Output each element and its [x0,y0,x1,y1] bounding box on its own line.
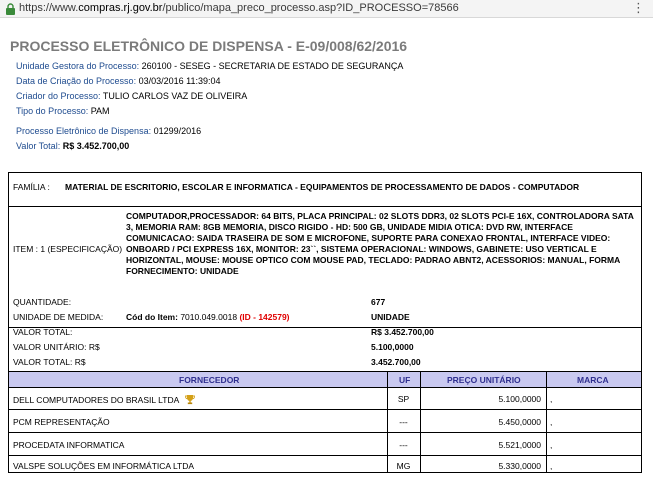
supplier-price: 5.450,0000 [498,417,541,427]
column-divider [420,371,421,473]
supplier-name: PROCEDATA INFORMATICA [13,440,125,450]
familia-label: FAMÍLIA : [13,182,50,192]
supplier-brand: , [550,440,553,450]
item-id: (ID - 142579) [239,312,290,322]
item-row [9,207,641,328]
address-bar[interactable] [0,0,653,18]
valor-unitario-label: VALOR UNITÁRIO: R$ [13,342,100,352]
valor-total-rs-label: VALOR TOTAL: R$ [13,357,86,367]
supplier-brand: , [550,417,553,427]
col-marca: MARCA [577,375,609,385]
page-title: PROCESSO ELETRÔNICO DE DISPENSA - E-09/008/62/2016 [10,38,408,54]
url-text[interactable]: https://www.compras.rj.gov.br/publico/mapa_preco_processo.asp?ID_PROCESSO=78566 [19,2,459,14]
valor-unitario-value: 5.100,0000 [371,342,414,352]
col-fornecedor: FORNECEDOR [179,375,240,385]
detail-valor-total: Valor Total: R$ 3.452.700,00 [16,141,130,151]
supplier-price: 5.100,0000 [498,394,541,404]
supplier-uf: --- [399,417,408,427]
quantidade-value: 677 [371,297,386,307]
detail-criador: Criador do Processo: TULIO CARLOS VAZ DE OLIVEIRA [16,91,248,101]
quantidade-label: QUANTIDADE: [13,297,72,307]
supplier-name: DELL COMPUTADORES DO BRASIL LTDA [13,395,180,405]
familia-row [9,173,641,207]
item-code: Cód do Item: 7010.049.0018 (ID - 142579) [126,312,290,322]
item-label: ITEM : 1 (ESPECIFICAÇÃO) [13,244,123,254]
supplier-brand: , [550,394,553,404]
item-price-map-table [8,172,642,473]
valor-total-value: R$ 3.452.700,00 [371,327,434,337]
valor-total-label: VALOR TOTAL: [13,327,73,337]
supplier-name: VALSPE SOLUÇÕES EM INFORMÁTICA LTDA [13,461,195,471]
trophy-icon [185,394,195,405]
supplier-name: PCM REPRESENTAÇÃO [13,417,110,427]
supplier-uf: --- [399,440,408,450]
supplier-price: 5.521,0000 [498,440,541,450]
column-divider [546,371,547,473]
col-uf: UF [399,375,411,385]
unidade-medida-label: UNIDADE DE MEDIDA: [13,312,104,322]
detail-tipo: Tipo do Processo: PAM [16,106,110,116]
col-preco-unitario: PREÇO UNITÁRIO [447,375,521,385]
supplier-brand: , [550,461,553,471]
detail-unidade-gestora: Unidade Gestora do Processo: 260100 - SESEG - SECRETARIA DE ESTADO DE SEGURANÇA [16,61,404,71]
unidade-medida-value: UNIDADE [371,312,410,322]
item-description: COMPUTADOR,PROCESSADOR: 64 BITS, PLACA PRINCIPAL: 02 SLOTS DDR3, 02 SLOTS PCI-E 16X, CONTROLADORA SATA 3, MEMORIA RAM: 8GB MEMORIA, DISCO RIGIDO - HD: 500 GB, UNIDADE MIDIA OTICA: DVD RW, INTERFACE COMUNICACAO: SAIDA TRASEIRA DE SOM E MICROFONE, SUPORTE PARA CONEXAO FRONTAL, INTERFACE VIDEO: ONBOARD / PCI EXPRESS 16X, MONITOR: 23``, SISTEMA OPERACIONAL: WINDOWS, GABINETE: USO VERTICAL E HORIZONTAL, MOUSE: MOUSE OPTICO COM MOUSE PAD, TECLADO: PADRAO ABNT2, ACESSORIOS: MANUAL, FORMA FORNECIMENTO: UNIDADE [126,211,634,276]
divider [9,371,641,372]
lock-icon [5,3,16,15]
column-divider [387,371,388,473]
detail-data-criacao: Data de Criação do Processo: 03/03/2016 11:39:04 [16,76,221,86]
detail-processo-dispensa: Processo Eletrônico de Dispensa: 01299/2016 [16,126,202,136]
browser-menu-icon[interactable]: ⋮ [632,0,645,15]
familia-value: MATERIAL DE ESCRITORIO, ESCOLAR E INFORMATICA - EQUIPAMENTOS DE PROCESSAMENTO DE DADOS - COMPUTADOR [65,182,580,192]
supplier-uf: SP [397,394,410,404]
valor-total-rs-value: 3.452.700,00 [371,357,421,367]
supplier-uf: MG [396,461,411,471]
supplier-price: 5.330,0000 [498,461,541,471]
